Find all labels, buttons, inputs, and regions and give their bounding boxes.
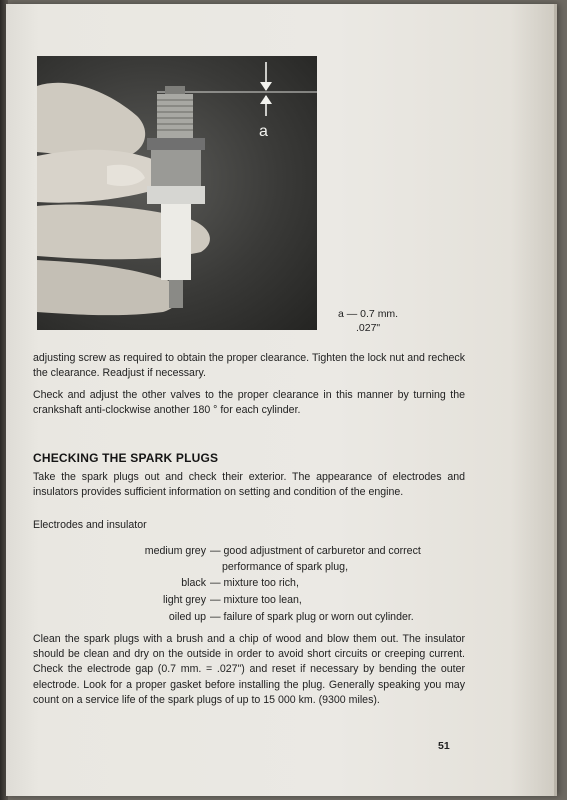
section-heading: CHECKING THE SPARK PLUGS <box>33 451 219 465</box>
caption-line-2: .027" <box>356 322 381 334</box>
list-term: light grey <box>163 594 206 606</box>
list-title: Electrodes and insulator <box>33 519 147 531</box>
document-page <box>6 4 557 796</box>
list-desc: — good adjustment of carburetor and correct <box>210 545 421 557</box>
list-term: black <box>181 577 206 589</box>
paragraph-adjusting-screw: adjusting screw as required to obtain the proper clearance. Tighten the lock nut and recheck the clearance. Readjust if necessary. <box>33 352 465 380</box>
list-term: oiled up <box>168 611 206 623</box>
plug-body <box>151 150 201 186</box>
plug-insulator <box>161 204 191 280</box>
finger-top <box>37 83 145 158</box>
plug-terminal <box>169 280 183 308</box>
ground-electrode <box>165 86 185 94</box>
plug-thread-top <box>157 94 193 138</box>
figure-caption <box>338 307 398 335</box>
caption-line-1: a — 0.7 mm. <box>338 308 399 320</box>
paragraph-intro: Take the spark plugs out and check their exterior. The appearance of electrodes and insulators provides sufficient information on setting and condition of the engine. <box>33 471 465 499</box>
plug-washer <box>147 138 205 150</box>
list-desc: — failure of spark plug or worn out cylinder. <box>210 611 414 623</box>
spark-plug-illustration <box>37 56 317 330</box>
list-desc: — mixture too lean, <box>210 594 302 606</box>
page-number: 51 <box>438 740 450 752</box>
paragraph-cleaning: Clean the spark plugs with a brush and a chip of wood and blow them out. The insulator should be clean and dry on the outside in order to avoid short circuits or creeping current. Check the electrode gap (0.7 mm. = .027") and reset if necessary by bending the outer electrode. Look for a proper gasket before installing the plug. Generally speaking you may count on a service life of the spark plugs of up to 15 000 km. (9300 miles). <box>33 633 465 706</box>
list-desc: — mixture too rich, <box>210 577 299 589</box>
list-desc-continued: performance of spark plug, <box>222 561 349 573</box>
list-term: medium grey <box>144 545 206 557</box>
paragraph-check-valves: Check and adjust the other valves to the proper clearance in this manner by turning the crankshaft anti-clockwise another 180 ° for each cylinder. <box>33 389 465 417</box>
spark-plug-photo <box>37 56 317 330</box>
plug-hex-nut <box>147 186 205 204</box>
finger-middle <box>37 150 163 203</box>
gap-label: a <box>259 123 268 140</box>
thumb <box>37 260 180 315</box>
